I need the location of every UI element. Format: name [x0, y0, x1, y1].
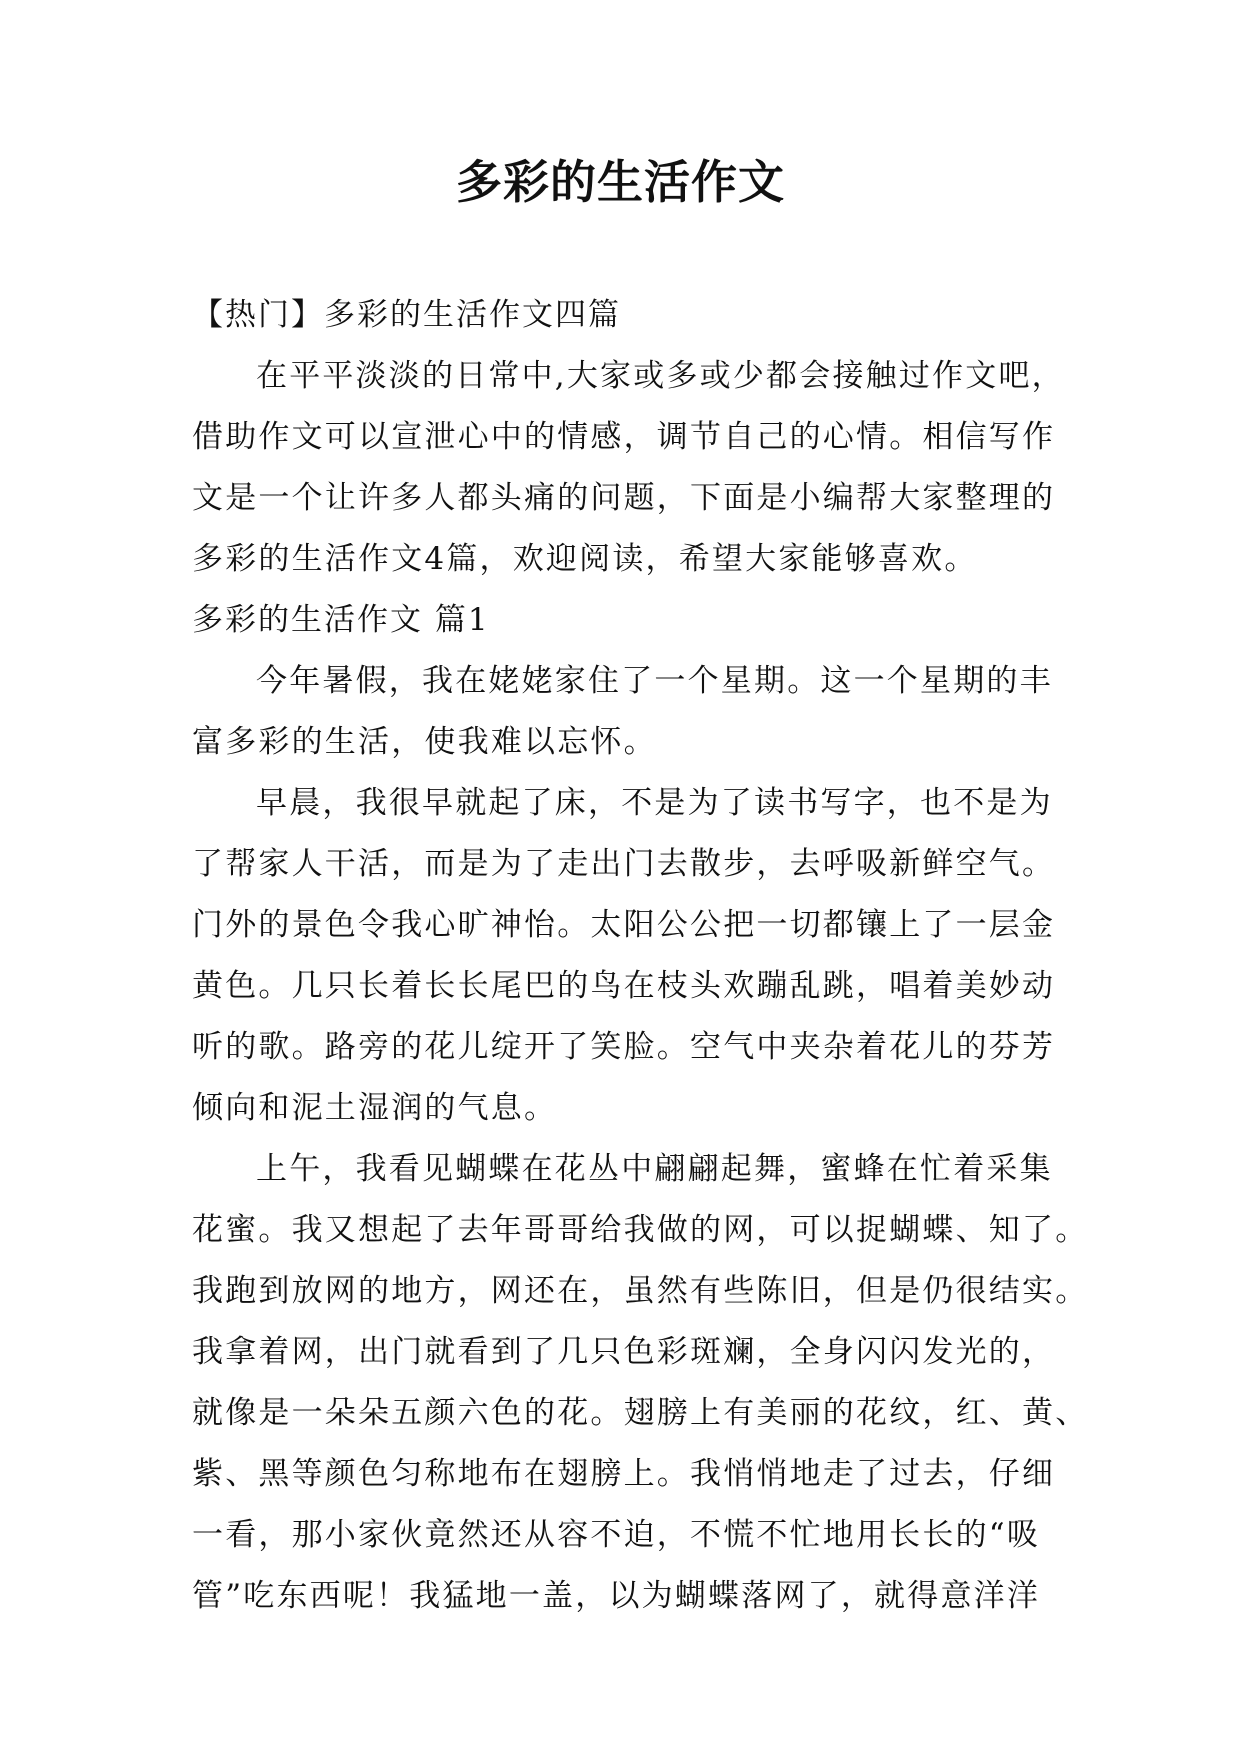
body-line: 黄色。几只长着长长尾巴的鸟在枝头欢蹦乱跳，唱着美妙动 — [192, 968, 1056, 1004]
body-line: 早晨，我很早就起了床，不是为了读书写字，也不是为 — [256, 785, 1053, 821]
body-line: 富多彩的生活，使我难以忘怀。 — [192, 724, 657, 760]
document-subtitle: 【热门】多彩的生活作文四篇 — [192, 297, 621, 333]
body-line: 门外的景色令我心旷神怡。太阳公公把一切都镶上了一层金 — [192, 907, 1056, 943]
body-line: 上午，我看见蝴蝶在花丛中翩翩起舞，蜜蜂在忙着采集 — [256, 1151, 1053, 1187]
document-title: 多彩的生活作文 — [456, 155, 785, 209]
body-line: 管”吃东西呢！我猛地一盖，以为蝴蝶落网了，就得意洋洋 — [192, 1578, 1041, 1614]
body-line: 文是一个让许多人都头痛的问题，下面是小编帮大家整理的 — [192, 480, 1056, 516]
body-line: 了帮家人干活，而是为了走出门去散步，去呼吸新鲜空气。 — [192, 846, 1056, 882]
body-line: 就像是一朵朵五颜六色的花。翅膀上有美丽的花纹，红、黄、 — [192, 1395, 1089, 1431]
body-line: 多彩的生活作文4篇，欢迎阅读，希望大家能够喜欢。 — [192, 541, 978, 577]
body-line: 我拿着网，出门就看到了几只色彩斑斓，全身闪闪发光的， — [192, 1334, 1056, 1370]
document-body — [192, 285, 1089, 1627]
body-line: 一看，那小家伙竟然还从容不迫，不慌不忙地用长长的“吸 — [192, 1517, 1041, 1553]
section-heading: 多彩的生活作文 篇1 — [192, 602, 490, 638]
body-line: 今年暑假，我在姥姥家住了一个星期。这一个星期的丰 — [256, 663, 1053, 699]
body-line: 借助作文可以宣泄心中的情感，调节自己的心情。相信写作 — [192, 419, 1056, 455]
body-line: 听的歌。路旁的花儿绽开了笑脸。空气中夹杂着花儿的芬芳 — [192, 1029, 1056, 1065]
body-line: 花蜜。我又想起了去年哥哥给我做的网，可以捉蝴蝶、知了。 — [192, 1212, 1089, 1248]
body-line: 紫、黑等颜色匀称地布在翅膀上。我悄悄地走了过去，仔细 — [192, 1456, 1056, 1492]
body-line: 在平平淡淡的日常中,大家或多或少都会接触过作文吧， — [256, 358, 1065, 394]
body-line: 我跑到放网的地方，网还在，虽然有些陈旧，但是仍很结实。 — [192, 1273, 1089, 1309]
body-line: 倾向和泥土湿润的气息。 — [192, 1090, 558, 1126]
